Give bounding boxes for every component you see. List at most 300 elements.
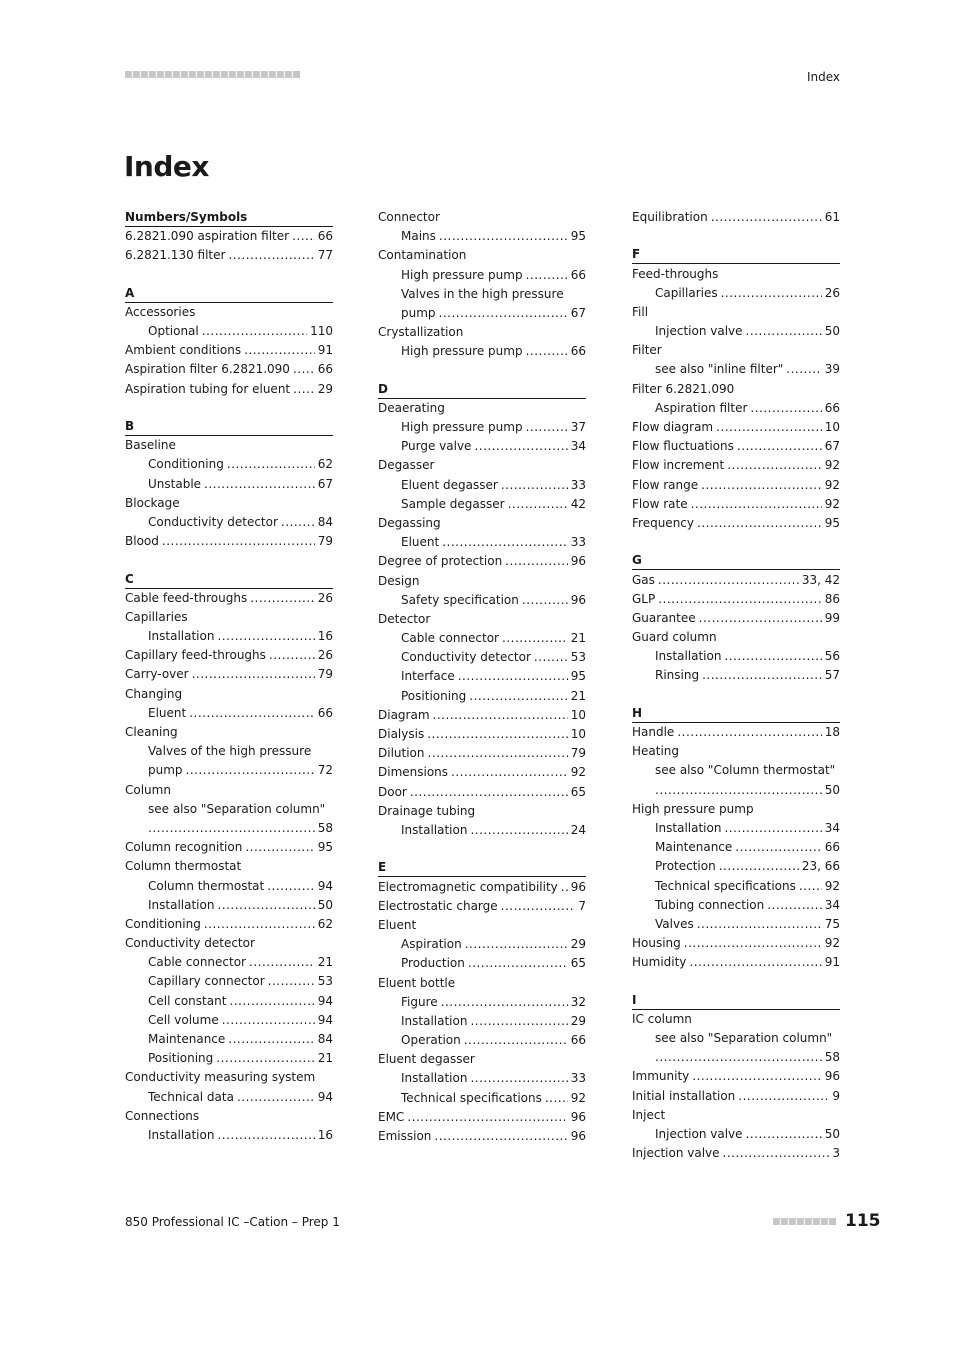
entry-page-number: 62 [317,916,333,931]
index-subentry [125,1049,333,1068]
index-subentry [125,455,333,474]
index-entry [125,1107,333,1126]
entry-page-number: 92 [824,878,840,893]
index-subentry [632,361,840,380]
entry-term: Frequency [632,515,694,530]
index-entry [632,1106,840,1125]
index-subentry [125,742,333,761]
entry-term: Cleaning [125,725,178,740]
index-entry [125,494,333,513]
entry-term: Protection [655,859,716,874]
index-subentry [378,1012,586,1031]
index-subentry [125,992,333,1011]
dot-leader [526,266,568,285]
entry-term: Contamination [378,248,467,263]
entry-page-number: 56 [824,649,840,664]
entry-page-number: 79 [570,746,586,761]
entry-page-number: 92 [824,936,840,951]
entry-term: see also "Separation column" [148,801,326,816]
index-entry [632,1087,840,1106]
entry-page-number: 53 [317,974,333,989]
index-entry [632,514,840,533]
entry-page-number: 110 [310,324,333,339]
index-entry [378,763,586,782]
index-subentry [125,1126,333,1145]
index-entry [378,1050,586,1069]
index-entry [125,857,333,876]
dot-leader [691,495,822,514]
entry-page-number: 66 [317,362,333,377]
dot-leader [189,704,315,723]
entry-term: Dilution [378,746,425,761]
index-subentry [378,935,586,954]
dot-leader [526,418,568,437]
entry-page-number: 95 [317,840,333,855]
dot-leader [293,361,315,380]
dot-leader [217,896,314,915]
index-subentry [125,513,333,532]
index-column-3 [632,208,840,1182]
entry-term: Filter 6.2821.090 [632,381,735,396]
entry-term: Guard column [632,630,717,645]
dot-leader [202,322,307,341]
decor-square [245,71,252,78]
dot-leader [701,476,822,495]
decor-square [253,71,260,78]
entry-term: Valves [655,916,694,931]
entry-term: Fill [632,304,649,319]
index-entry [378,802,586,821]
entry-page-number: 65 [570,956,586,971]
index-entry [378,725,586,744]
entry-term: Gas [632,572,655,587]
entry-term: Operation [401,1033,461,1048]
entry-term: Drainage tubing [378,803,476,818]
decor-square [805,1218,812,1225]
entry-page-number: 66 [824,840,840,855]
entry-page-number: 33 [570,1071,586,1086]
dot-leader [501,476,568,495]
index-entry [378,572,586,591]
index-section [378,380,586,841]
entry-term: High pressure pump [401,420,523,435]
entry-term: Capillary feed-throughs [125,648,266,663]
entry-term: Diagram [378,707,430,722]
dot-leader [267,877,314,896]
index-entry [632,1010,840,1029]
index-entry [632,590,840,609]
decor-square [157,71,164,78]
index-section [378,858,586,1146]
decor-square [821,1218,828,1225]
dot-leader [684,934,822,953]
entry-page-number: 16 [317,629,333,644]
entry-term: Valves in the high pressure [401,286,564,301]
index-section [378,208,586,362]
index-entry [125,934,333,953]
entry-page-number: 67 [570,305,586,320]
dot-leader [470,1012,567,1031]
section-letter-heading: G [632,551,840,570]
entry-page-number: 50 [824,324,840,339]
entry-term: Conductivity detector [125,936,255,951]
index-subentry [378,629,586,648]
index-entry [632,380,840,399]
dot-leader [545,1089,568,1108]
dot-leader [724,819,821,838]
dot-leader [451,763,568,782]
index-subentry [378,266,586,285]
section-letter-heading: Numbers/Symbols [125,208,333,227]
entry-term: Housing [632,936,681,951]
index-entry [125,723,333,742]
entry-term: Handle [632,725,675,740]
entry-term: Injection valve [655,324,743,339]
entry-page-number: 66 [570,1033,586,1048]
index-subentry [378,954,586,973]
decor-square [261,71,268,78]
entry-term: Figure [401,994,438,1009]
entry-term: Eluent [148,705,187,720]
entry-page-number: 96 [570,1128,586,1143]
decor-square [141,71,148,78]
index-entry [125,666,333,685]
dot-leader [465,935,568,954]
index-subentry [378,227,586,246]
dot-leader [561,878,568,897]
entry-page-number: 23, 66 [801,859,840,874]
entry-term: Conductivity detector [401,650,531,665]
dot-leader [464,1031,568,1050]
dot-leader [237,1088,315,1107]
entry-term: Aspiration filter [655,400,748,415]
index-subentry [125,819,333,838]
dot-leader [470,1069,567,1088]
entry-term: Changing [125,686,183,701]
decor-square [221,71,228,78]
section-letter-heading: F [632,245,840,264]
decor-square [133,71,140,78]
entry-page-number: 33, 42 [801,572,840,587]
entry-term: Positioning [401,688,467,703]
dot-leader [204,915,315,934]
entry-page-number: 21 [570,631,586,646]
index-subentry [632,647,840,666]
entry-term: Cell constant [148,993,227,1008]
entry-page-number: 96 [824,1069,840,1084]
index-subentry [632,1048,840,1067]
dot-leader [677,723,821,742]
entry-term: Mains [401,229,436,244]
dot-leader [245,838,314,857]
index-subentry [378,1069,586,1088]
entry-term: IC column [632,1011,692,1026]
dot-leader [767,896,822,915]
section-letter-heading: C [125,570,333,589]
entry-page-number: 26 [824,285,840,300]
index-entry [632,609,840,628]
entry-page-number: 84 [317,514,333,529]
entry-page-number: 34 [570,439,586,454]
index-subentry [632,781,840,800]
entry-term: Eluent degasser [401,477,498,492]
entry-page-number: 65 [570,784,586,799]
entry-term: Column thermostat [125,859,242,874]
decor-square [197,71,204,78]
decor-square [789,1218,796,1225]
entry-page-number: 66 [570,267,586,282]
entry-page-number: 42 [570,496,586,511]
entry-term: Capillary connector [148,974,265,989]
index-subentry [632,1125,840,1144]
index-subentry [378,591,586,610]
entry-term: Rinsing [655,668,700,683]
entry-page-number: 10 [570,707,586,722]
entry-page-number: 99 [824,610,840,625]
decor-square [285,71,292,78]
entry-term: Installation [148,629,215,644]
entry-page-number: 66 [570,344,586,359]
dot-leader [441,993,568,1012]
dot-leader [697,915,822,934]
index-subentry [378,1031,586,1050]
dot-leader [737,437,822,456]
dot-leader [281,513,315,532]
index-entry [378,514,586,533]
index-subentry [125,877,333,896]
dot-leader [738,1087,829,1106]
entry-term: Purge valve [401,439,472,454]
index-subentry [125,322,333,341]
entry-page-number: 67 [317,476,333,491]
entry-term: Flow rate [632,496,688,511]
entry-term: Conditioning [148,457,224,472]
entry-term: Degassing [378,516,441,530]
entry-term: see also "Separation column" [655,1031,833,1046]
index-subentry [632,1029,840,1048]
decor-square [813,1218,820,1225]
entry-term: Installation [401,1013,468,1028]
dot-leader [505,552,568,571]
decor-square [213,71,220,78]
entry-page-number: 16 [317,1127,333,1142]
entry-term: Crystallization [378,325,464,340]
index-entry [125,341,333,360]
index-subentry [632,761,840,780]
entry-page-number: 21 [570,688,586,703]
index-subentry [632,399,840,418]
index-entry [125,1068,333,1087]
entry-page-number: 33 [570,477,586,492]
index-entry [125,532,333,551]
entry-term: Degree of protection [378,554,503,569]
dot-leader [655,1048,822,1067]
entry-term: Conductivity measuring system [125,1070,316,1085]
index-section [125,284,333,399]
dot-leader [724,647,821,666]
entry-term: Installation [148,897,215,912]
index-entry [378,399,586,418]
entry-page-number: 58 [824,1050,840,1065]
entry-page-number: 77 [317,248,333,263]
index-entry [125,781,333,800]
dot-leader [689,953,821,972]
index-entry [378,878,586,897]
dot-leader [501,897,576,916]
dot-leader [526,342,568,361]
dot-leader [699,609,822,628]
dot-leader [186,761,315,780]
index-subentry [632,322,840,341]
entry-term: Tubing connection [655,897,765,912]
index-entry [632,265,840,284]
entry-page-number: 53 [570,650,586,665]
index-subentry [125,973,333,992]
index-entry [378,744,586,763]
index-subentry [378,687,586,706]
entry-page-number: 34 [824,897,840,912]
section-letter-heading: E [378,858,586,877]
entry-page-number: 94 [317,993,333,1008]
entry-term: Flow increment [632,458,725,473]
entry-term: High pressure pump [632,801,754,816]
entry-term: Carry-over [125,667,189,682]
entry-page-number: 94 [317,1012,333,1027]
dot-leader [439,304,568,323]
entry-page-number: 92 [570,1090,586,1105]
index-subentry [125,953,333,972]
dot-leader [228,246,314,265]
entry-page-number: 72 [317,763,333,778]
entry-page-number: 96 [570,1109,586,1124]
section-letter-heading: D [378,380,586,399]
dot-leader [746,322,822,341]
decor-square [181,71,188,78]
dot-leader [249,953,315,972]
entry-term: Valves of the high pressure [148,744,312,759]
decor-square [293,71,300,78]
entry-term: Inject [632,1107,666,1122]
entry-term: Aspiration tubing for eluent [125,381,291,396]
index-entry [125,589,333,608]
entry-term: Degasser [378,458,435,473]
entry-page-number: 33 [570,535,586,550]
index-entry [125,303,333,322]
entry-term: Baseline [125,438,176,453]
dot-leader [702,667,822,686]
index-entry [378,208,586,227]
dot-leader [474,437,567,456]
dot-leader [244,341,315,360]
entry-term: Technical specifications [655,878,796,893]
entry-term: Cable connector [148,955,246,970]
entry-page-number: 29 [317,381,333,396]
index-entry [632,437,840,456]
index-entry [378,246,586,265]
index-entry [378,610,586,629]
entry-term: Flow range [632,477,699,492]
entry-page-number: 26 [317,648,333,663]
index-entry [632,303,840,322]
index-subentry [378,476,586,495]
index-subentry [125,627,333,646]
index-entry [632,476,840,495]
entry-term: EMC [378,1109,405,1124]
index-entry [632,456,840,475]
dot-leader [222,1011,315,1030]
index-section [125,208,333,266]
entry-term: Interface [401,669,455,684]
entry-term: Humidity [632,955,687,970]
index-entry [125,436,333,455]
index-subentry [378,342,586,361]
index-subentry [125,1030,333,1049]
dot-leader [407,1108,567,1127]
entry-term: Immunity [632,1069,690,1084]
dot-leader [470,821,567,840]
entry-term: Connector [378,210,440,224]
dot-leader [192,666,315,685]
entry-page-number: 7 [578,898,586,913]
index-entry [378,783,586,802]
entry-page-number: 32 [570,994,586,1009]
entry-term: Cable feed-throughs [125,590,248,605]
entry-term: High pressure pump [401,344,523,359]
entry-page-number: 84 [317,1032,333,1047]
entry-page-number: 37 [570,420,586,435]
index-entry [125,227,333,246]
index-entry [378,323,586,342]
dot-leader [746,1125,822,1144]
dot-leader [735,838,821,857]
index-entry [125,246,333,265]
entry-term: Installation [655,820,722,835]
index-subentry [125,704,333,723]
index-section [632,991,840,1164]
dot-leader [228,1030,314,1049]
index-entry [378,456,586,475]
index-subentry [125,475,333,494]
dot-leader [204,475,315,494]
index-subentry [632,857,840,876]
entry-term: Door [378,784,407,799]
index-section [632,704,840,973]
dot-leader [268,973,315,992]
index-subentry [378,418,586,437]
section-letter-heading: H [632,704,840,723]
entry-term: Equilibration [632,209,708,224]
entry-term: Flow diagram [632,420,714,435]
entry-page-number: 21 [317,1051,333,1066]
entry-page-number: 91 [824,955,840,970]
entry-term: Accessories [125,304,196,319]
entry-page-number: 39 [824,362,840,377]
footer-product-name: 850 Professional IC –Cation – Prep 1 [125,1215,340,1229]
index-entry [632,953,840,972]
entry-page-number: 9 [832,1088,840,1103]
entry-page-number: 91 [317,343,333,358]
dot-leader [410,783,568,802]
entry-page-number: 50 [824,782,840,797]
dot-leader [711,208,822,227]
page-title: Index [124,150,209,183]
dot-leader [786,361,821,380]
entry-term: Design [378,573,420,588]
dot-leader [148,819,315,838]
entry-term: Eluent bottle [378,975,456,990]
index-entry [378,897,586,916]
entry-term: Safety specification [401,592,519,607]
